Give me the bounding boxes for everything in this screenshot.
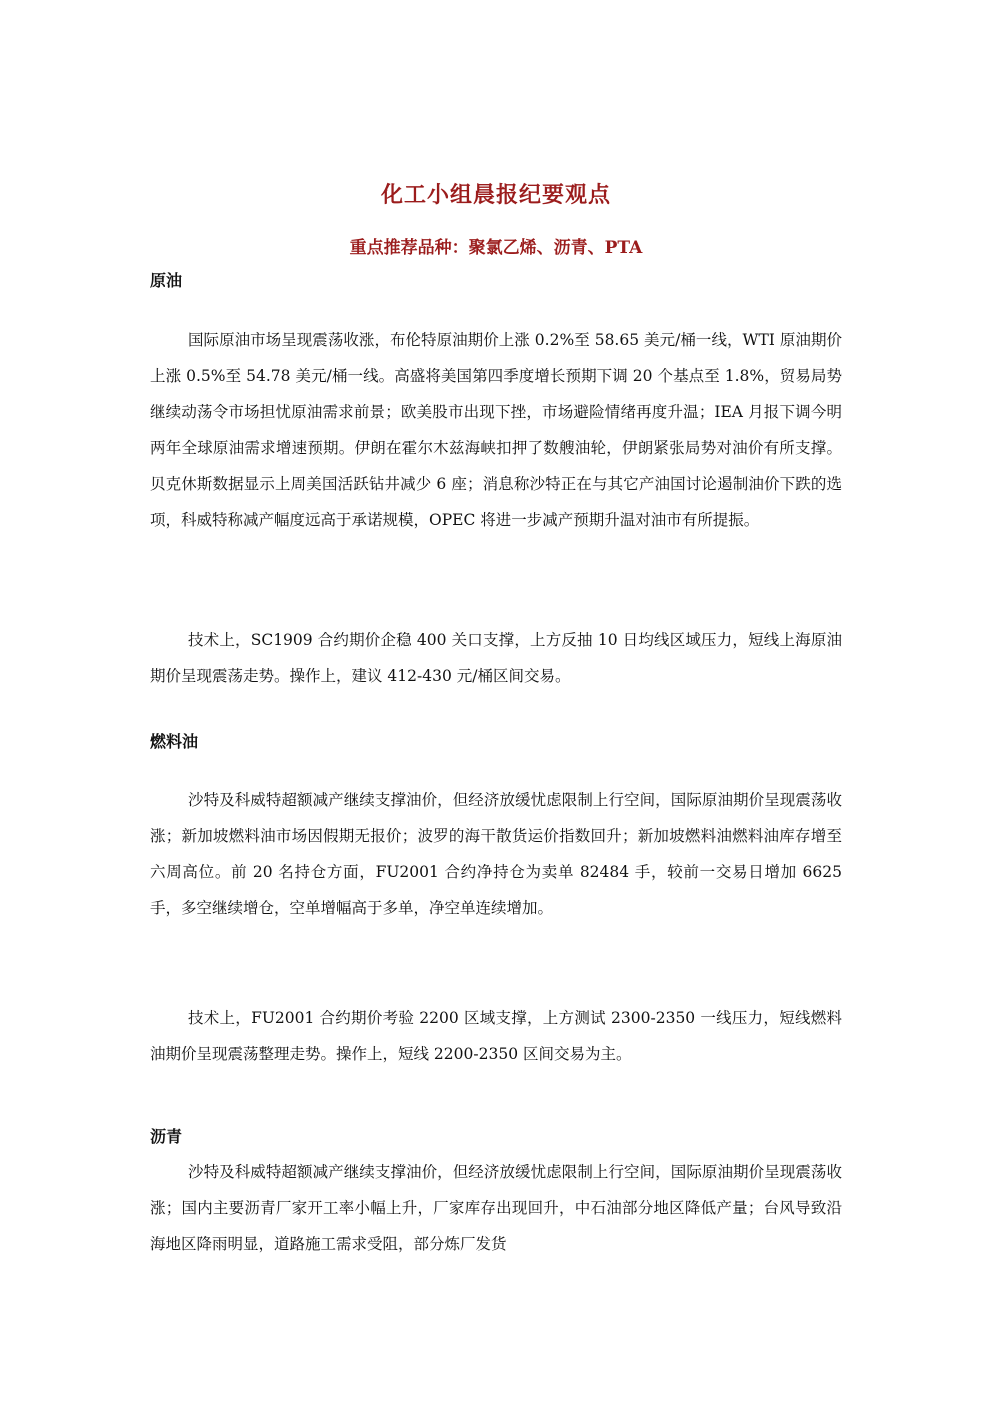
document-title: 化工小组晨报纪要观点 [380, 182, 611, 208]
paragraph-asphalt-fundamentals: 沙特及科威特超额减产继续支撑油价，但经济放缓忧虑限制上行空间，国际原油期价呈现震荡收涨；国内主要沥青厂家开工率小幅上升，厂家库存出现回升，中石油部分地区降低产量；台风导致沿海地区降雨明显，道路施工需求受阻，部分炼厂发货 [150, 1163, 842, 1253]
paragraph-crude-oil-technical: 技术上，SC1909 合约期价企稳 400 关口支撑，上方反抽 10 日均线区域压力，短线上海原油期价呈现震荡走势。操作上，建议 412-430 元/桶区间交易。 [150, 631, 842, 685]
paragraph-fuel-oil-technical: 技术上，FU2001 合约期价考验 2200 区域支撑，上方测试 2300-2350 一线压力，短线燃料油期价呈现震荡整理走势。操作上，短线 2200-2350 区间交易为主。 [150, 1009, 842, 1063]
paragraph-crude-oil-fundamentals: 国际原油市场呈现震荡收涨，布伦特原油期价上涨 0.2%至 58.65 美元/桶一线，WTI 原油期价上涨 0.5%至 54.78 美元/桶一线。高盛将美国第四季度增长预期下调 20 个基点至 1.8%，贸易局势继续动荡令市场担忧原油需求前景；欧美股市出现下挫，市场避险情绪再度升温；IEA 月报下调今明两年全球原油需求增速预期。伊朗在霍尔木兹海峡扣押了数艘油轮，伊朗紧张局势对油价有所支撑。贝克休斯数据显示上周美国活跃钻井减少 6 座；消息称沙特正在与其它产油国讨论遏制油价下跌的选项，科威特称减产幅度远高于承诺规模，OPEC 将进一步减产预期升温对油市有所提振。 [150, 331, 842, 529]
document-subtitle: 重点推荐品种：聚氯乙烯、沥青、PTA [349, 238, 643, 258]
section-heading-crude-oil: 原油 [150, 271, 183, 290]
section-heading-fuel-oil: 燃料油 [150, 732, 199, 751]
section-heading-asphalt: 沥青 [150, 1127, 183, 1146]
paragraph-fuel-oil-fundamentals: 沙特及科威特超额减产继续支撑油价，但经济放缓忧虑限制上行空间，国际原油期价呈现震荡收涨；新加坡燃料油市场因假期无报价；波罗的海干散货运价指数回升；新加坡燃料油燃料油库存增至六周高位。前 20 名持仓方面，FU2001 合约净持仓为卖单 82484 手，较前一交易日增加 6625 手，多空继续增仓，空单增幅高于多单，净空单连续增加。 [150, 791, 842, 917]
